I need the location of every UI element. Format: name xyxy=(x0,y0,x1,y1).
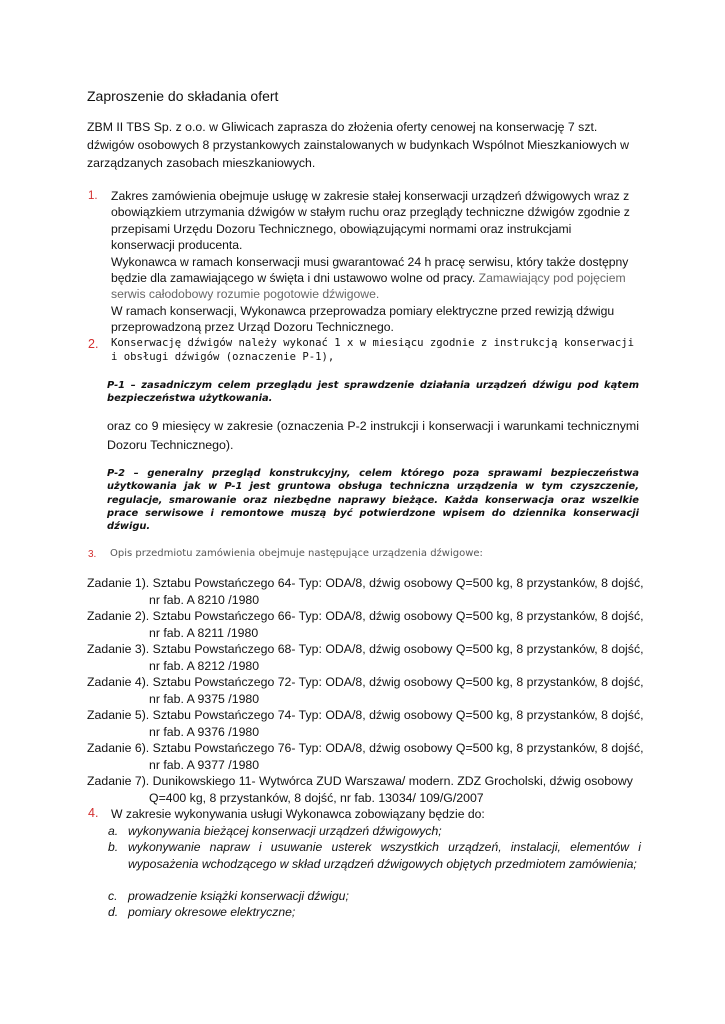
list-text: pomiary okresowe elektryczne; xyxy=(128,905,296,919)
section-4-text: W zakresie wykonywania usługi Wykonawca zobowiązany będzie do: xyxy=(111,807,485,821)
section-2-line: i obsługi dźwigów (oznaczenie P-1), xyxy=(111,351,335,363)
section-1-line: Zakres zamówienia obejmuje usługę w zakresie stałej konserwacji urządzeń dźwigowych wraz z xyxy=(111,189,630,203)
page-title: Zaproszenie do składania ofert xyxy=(87,88,279,104)
list-marker: c. xyxy=(108,889,118,903)
zadanie-3 xyxy=(87,641,647,674)
section-2-plain: oraz co 9 miesięcy w zakresie (oznaczenia P-2 instrukcji i konserwacji i warunkami technicznymi Dozoru Technicznego). xyxy=(107,419,639,452)
zadanie-6 xyxy=(87,740,647,773)
section-1-line xyxy=(111,270,641,286)
list-text: prowadzenie książki konserwacji dźwigu; xyxy=(128,889,349,903)
p1-note: P-1 – zasadniczym celem przeglądu jest sprawdzenie działania urządzeń dźwigu pod kątem bezpieczeństwa użytkowania. xyxy=(107,380,639,405)
list-item-b xyxy=(108,839,643,889)
list-marker: b. xyxy=(108,840,119,854)
section-1-number: 1. xyxy=(88,190,98,202)
zadanie-line: nr fab. A 9376 /1980 xyxy=(149,724,260,739)
zadanie-line: Zadanie 7). Dunikowskiego 11- Wytwórca ZUD Warszawa/ modern. ZDZ Grocholski, dźwig osobowy xyxy=(87,774,633,788)
section-1-line: przepisami Urzędu Dozoru Technicznego, obowiązującymi normami oraz instrukcjami xyxy=(111,221,572,236)
section-4-number: 4. xyxy=(88,806,99,820)
section-1-gray-line: serwis całodobowy rozumie pogotowie dźwigowe. xyxy=(111,287,380,302)
section-1-line: W ramach konserwacji, Wykonawca przeprowadza pomiary elektryczne przed rewizją dźwigu xyxy=(111,303,615,318)
zadanie-line: Zadanie 3). Sztabu Powstańczego 68- Typ: ODA/8, dźwig osobowy Q=500 kg, 8 przystanków, 8 dojść, xyxy=(87,642,644,656)
zadanie-4 xyxy=(87,674,647,707)
section-1-text xyxy=(111,188,641,336)
list-text: wykonywanie napraw i usuwanie usterek wszystkich urządzeń, instalacji, elementów i wyposażenia wchodzącego w skład urządzeń dźwigowych objętych przedmiotem zamówienia; xyxy=(128,840,641,871)
intro-paragraph: ZBM II TBS Sp. z o.o. w Gliwicach zaprasza do złożenia oferty cenowej na konserwację 7 szt. dźwigów osobowych 8 przystankowych zainstalowanych w budynkach Wspólnot Mieszkaniowych w zarządzanych zasobach mieszkaniowych. xyxy=(87,120,629,170)
section-1-line: konserwacji producenta. xyxy=(111,238,243,253)
section-1-line: Wykonawca w ramach konserwacji musi gwarantować 24 h pracę serwisu, który także dostępny xyxy=(111,254,629,269)
list-marker: d. xyxy=(108,905,119,919)
list-text: wykonywania bieżącej konserwacji urządzeń dźwigowych; xyxy=(128,824,442,838)
section-1-line-part: będzie dla zamawiającego w święta i dni ustawowo wolne od pracy. xyxy=(111,271,476,286)
zadanie-line: nr fab. A 8210 /1980 xyxy=(149,592,260,607)
list-marker: a. xyxy=(108,824,119,838)
list-item-d xyxy=(108,904,643,921)
section-2-line: Konserwację dźwigów należy wykonać 1 x w miesiącu zgodnie z instrukcją konserwacji xyxy=(111,337,634,349)
zadanie-7 xyxy=(87,773,647,806)
zadanie-line: nr fab. A 8211 /1980 xyxy=(149,625,259,640)
zadanie-line: Zadanie 5). Sztabu Powstańczego 74- Typ: ODA/8, dźwig osobowy Q=500 kg, 8 przystanków, 8 dojść, xyxy=(87,708,644,722)
zadanie-line: nr fab. A 9377 /1980 xyxy=(149,757,260,772)
section-2-number: 2. xyxy=(88,337,99,351)
zadanie-line: Q=400 kg, 8 przystanków, 8 dojść, nr fab. 13034/ 109/G/2007 xyxy=(149,790,484,805)
section-3-text: Opis przedmiotu zamówienia obejmuje następujące urządzenia dźwigowe: xyxy=(110,548,483,559)
p2-note: P-2 – generalny przegląd konstrukcyjny, celem którego poza sprawami bezpieczeństwa użytkowania jak w P-1 jest gruntowa obsługa techniczna urządzenia w tym czyszczenie, regulacje, smarowanie oraz niezbędne naprawy bieżące. Każda konserwacja oraz wszelkie prace serwisowe i remontowe muszą być potwierdzone wpisem do dziennika konserwacji dźwigu. xyxy=(107,468,639,533)
section-3-number: 3. xyxy=(88,549,97,560)
zadanie-line: nr fab. A 8212 /1980 xyxy=(149,658,260,673)
zadanie-line: Zadanie 6). Sztabu Powstańczego 76- Typ: ODA/8, dźwig osobowy Q=500 kg, 8 przystanków, 8 dojść, xyxy=(87,741,644,755)
zadanie-2 xyxy=(87,608,647,641)
list-item-a xyxy=(108,823,643,840)
zadanie-1 xyxy=(87,575,647,608)
section-1-line: przeprowadzoną przez Urząd Dozoru Technicznego. xyxy=(111,320,394,335)
list-item-c xyxy=(108,888,643,905)
zadanie-5 xyxy=(87,707,647,740)
zadanie-line: nr fab. A 9375 /1980 xyxy=(149,691,260,706)
zadanie-line: Zadanie 1). Sztabu Powstańczego 64- Typ: ODA/8, dźwig osobowy Q=500 kg, 8 przystanków, 8 dojść, xyxy=(87,576,644,590)
section-1-line: obowiązkiem utrzymania dźwigów w stałym ruchu oraz przeglądy techniczne dźwigów zgodnie z xyxy=(111,205,630,220)
zadanie-line: Zadanie 2). Sztabu Powstańczego 66- Typ: ODA/8, dźwig osobowy Q=500 kg, 8 przystanków, 8 dojść, xyxy=(87,609,644,623)
section-1-gray-part: Zamawiający pod pojęciem xyxy=(475,271,626,286)
section-2-text xyxy=(111,336,641,364)
zadanie-line: Zadanie 4). Sztabu Powstańczego 72- Typ: ODA/8, dźwig osobowy Q=500 kg, 8 przystanków, 8 dojść, xyxy=(87,675,644,689)
